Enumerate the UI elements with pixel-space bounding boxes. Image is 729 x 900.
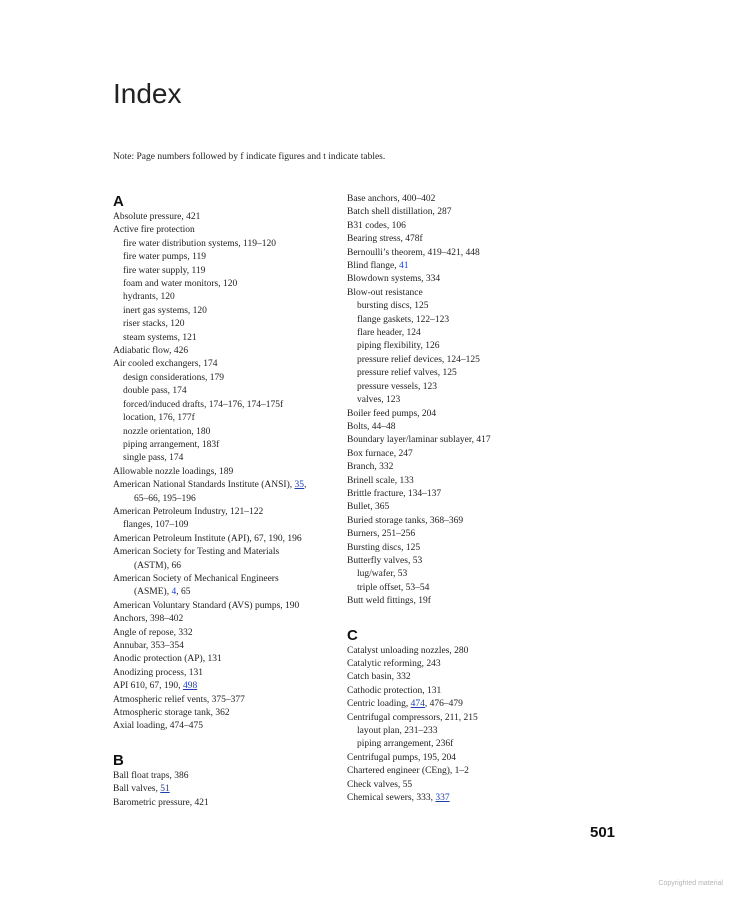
page-link[interactable]: 498 [182,681,198,692]
index-note: Note: Page numbers followed by f indicate figures and t indicate tables. [113,152,386,162]
index-entry: Anchors, 398–402 [113,614,184,625]
page-link[interactable]: 474 [410,699,425,710]
index-entry: American Society of Mechanical Engineers [113,573,279,584]
index-entry: Cathodic protection, 131 [347,685,442,696]
index-entry: Bullet, 365 [347,502,390,513]
index-entry: Bearing stress, 478f [347,234,423,245]
index-entry: Ball float traps, 386 [113,770,189,781]
index-subentry: fire water distribution systems, 119–120 [123,238,276,249]
index-subentry: forced/induced drafts, 174–176, 174–175f [123,399,284,410]
index-subentry: valves, 123 [357,395,401,406]
index-entry: Check valves, 55 [347,779,413,790]
index-entry: Batch shell distillation, 287 [347,207,452,218]
copyright-watermark: Copyrighted material [658,880,723,887]
page-link[interactable]: 41 [398,261,409,272]
index-subentry: pressure relief valves, 125 [357,368,457,379]
index-entry: Barometric pressure, 421 [113,797,209,808]
index-entry: Box furnace, 247 [347,448,413,459]
index-entry: Air cooled exchangers, 174 [113,359,218,370]
index-subentry: bursting discs, 125 [357,301,429,312]
index-entry: Adiabatic flow, 426 [113,346,189,357]
index-subentry: pressure vessels, 123 [357,381,437,392]
index-entry: American Petroleum Institute (API), 67, 190, 196 [113,533,302,544]
page-link[interactable]: 337 [435,793,450,804]
index-entry: Blowdown systems, 334 [347,274,441,285]
index-entry: Buried storage tanks, 368–369 [347,515,464,526]
index-entry-continuation [113,586,328,599]
index-subentry: triple offset, 53–54 [357,582,430,593]
index-entry: Catalyst unloading nozzles, 280 [347,645,469,656]
index-subentry: fire water supply, 119 [123,265,206,276]
index-entry: Anodic protection (AP), 131 [113,654,222,665]
index-entry: Bernoulli’s theorem, 419–421, 448 [347,247,480,258]
section-letter: A [113,193,124,210]
index-subentry: hydrants, 120 [123,292,175,303]
index-subentry: steam systems, 121 [123,332,197,343]
index-entry [347,792,562,805]
index-subentry: inert gas systems, 120 [123,305,207,316]
index-entry: Anodizing process, 131 [113,667,203,678]
entry-text: Ball valves, [113,784,161,795]
section-letter: B [113,751,124,769]
index-subentry: flanges, 107–109 [123,520,189,531]
index-entry: Chartered engineer (CEng), 1–2 [347,766,469,777]
index-entry [347,698,562,711]
page-number: 501 [590,824,616,841]
page-link[interactable]: 4 [171,587,177,598]
index-entry: Bolts, 44–48 [347,421,396,432]
index-entry: Burners, 251–256 [347,529,416,540]
index-subentry: double pass, 174 [123,386,187,397]
index-subentry: single pass, 174 [123,453,184,464]
index-entry: Centrifugal compressors, 211, 215 [347,712,478,723]
index-subentry: design considerations, 179 [123,372,225,383]
index-entry: Annubar, 353–354 [113,641,184,651]
index-entry: Absolute pressure, 421 [113,212,201,222]
index-subentry: pressure relief devices, 124–125 [357,354,480,365]
index-subentry: flare header, 124 [357,328,421,339]
index-subentry: layout plan, 231–233 [357,726,438,737]
index-entry: Atmospheric relief vents, 375–377 [113,694,245,705]
index-entry: B31 codes, 106 [347,220,406,231]
index-subentry: nozzle orientation, 180 [123,426,211,437]
index-subentry: piping flexibility, 126 [357,341,440,352]
index-entry: American Petroleum Industry, 121–122 [113,506,264,517]
index-entry [113,783,328,796]
index-entry: Bursting discs, 125 [347,542,421,553]
index-entry: Brinell scale, 133 [347,475,414,486]
entry-text-after: , [304,480,307,491]
index-entry: Centrifugal pumps, 195, 204 [347,752,456,763]
index-entry: Branch, 332 [347,462,394,473]
index-entry [113,479,328,492]
index-entry: Butt weld fittings, 19f [347,596,431,607]
entry-text-after: , 65 [176,587,191,598]
index-entry: American Voluntary Standard (AVS) pumps, 190 [113,600,300,611]
index-entry [347,260,562,273]
index-entry-continuation: 65–66, 195–196 [134,493,196,504]
entry-text: Blind flange, [347,261,399,272]
index-subentry: lug/wafer, 53 [357,569,408,580]
index-entry: Boiler feed pumps, 204 [347,408,437,419]
page-link[interactable]: 51 [160,784,170,795]
index-entry: Catalytic reforming, 243 [347,659,441,669]
index-entry: Base anchors, 400–402 [347,194,436,204]
index-entry: Angle of repose, 332 [113,627,193,638]
index-entry: Atmospheric storage tank, 362 [113,708,230,719]
section-letter: C [347,626,358,644]
index-subentry: foam and water monitors, 120 [123,279,238,290]
section-gap [113,734,328,752]
entry-text: (ASME), [134,587,172,598]
index-entry: Active fire protection [113,225,195,236]
index-entry: Catch basin, 332 [347,672,411,683]
entry-text: American National Standards Institute (ANSI), [113,480,295,491]
index-entry: Axial loading, 474–475 [113,721,203,732]
index-entry: American Society for Testing and Materials [113,547,280,558]
index-entry: Brittle fracture, 134–137 [347,488,442,499]
entry-text-after: , 476–479 [424,699,463,710]
entry-text: API 610, 67, 190, [113,681,183,692]
index-subentry: flange gaskets, 122–123 [357,314,450,325]
section-gap [347,609,562,627]
index-subentry: piping arrangement, 236f [357,739,454,750]
index-subentry: location, 176, 177f [123,413,195,424]
index-column-left [113,193,328,810]
index-entry [113,680,328,693]
index-entry: Butterfly valves, 53 [347,555,423,566]
entry-text: Chemical sewers, 333, [347,793,436,804]
index-column-right [347,193,562,805]
page-link[interactable]: 35 [294,480,305,491]
page-title: Index [113,78,182,109]
index-entry: Boundary layer/laminar sublayer, 417 [347,435,491,446]
index-subentry: piping arrangement, 183f [123,439,220,450]
index-subentry: fire water pumps, 119 [123,252,207,263]
index-subentry: riser stacks, 120 [123,319,185,330]
entry-text: Centric loading, [347,699,411,710]
index-entry: Blow-out resistance [347,287,423,298]
index-entry: Allowable nozzle loadings, 189 [113,466,234,477]
index-entry-continuation: (ASTM), 66 [134,560,181,571]
